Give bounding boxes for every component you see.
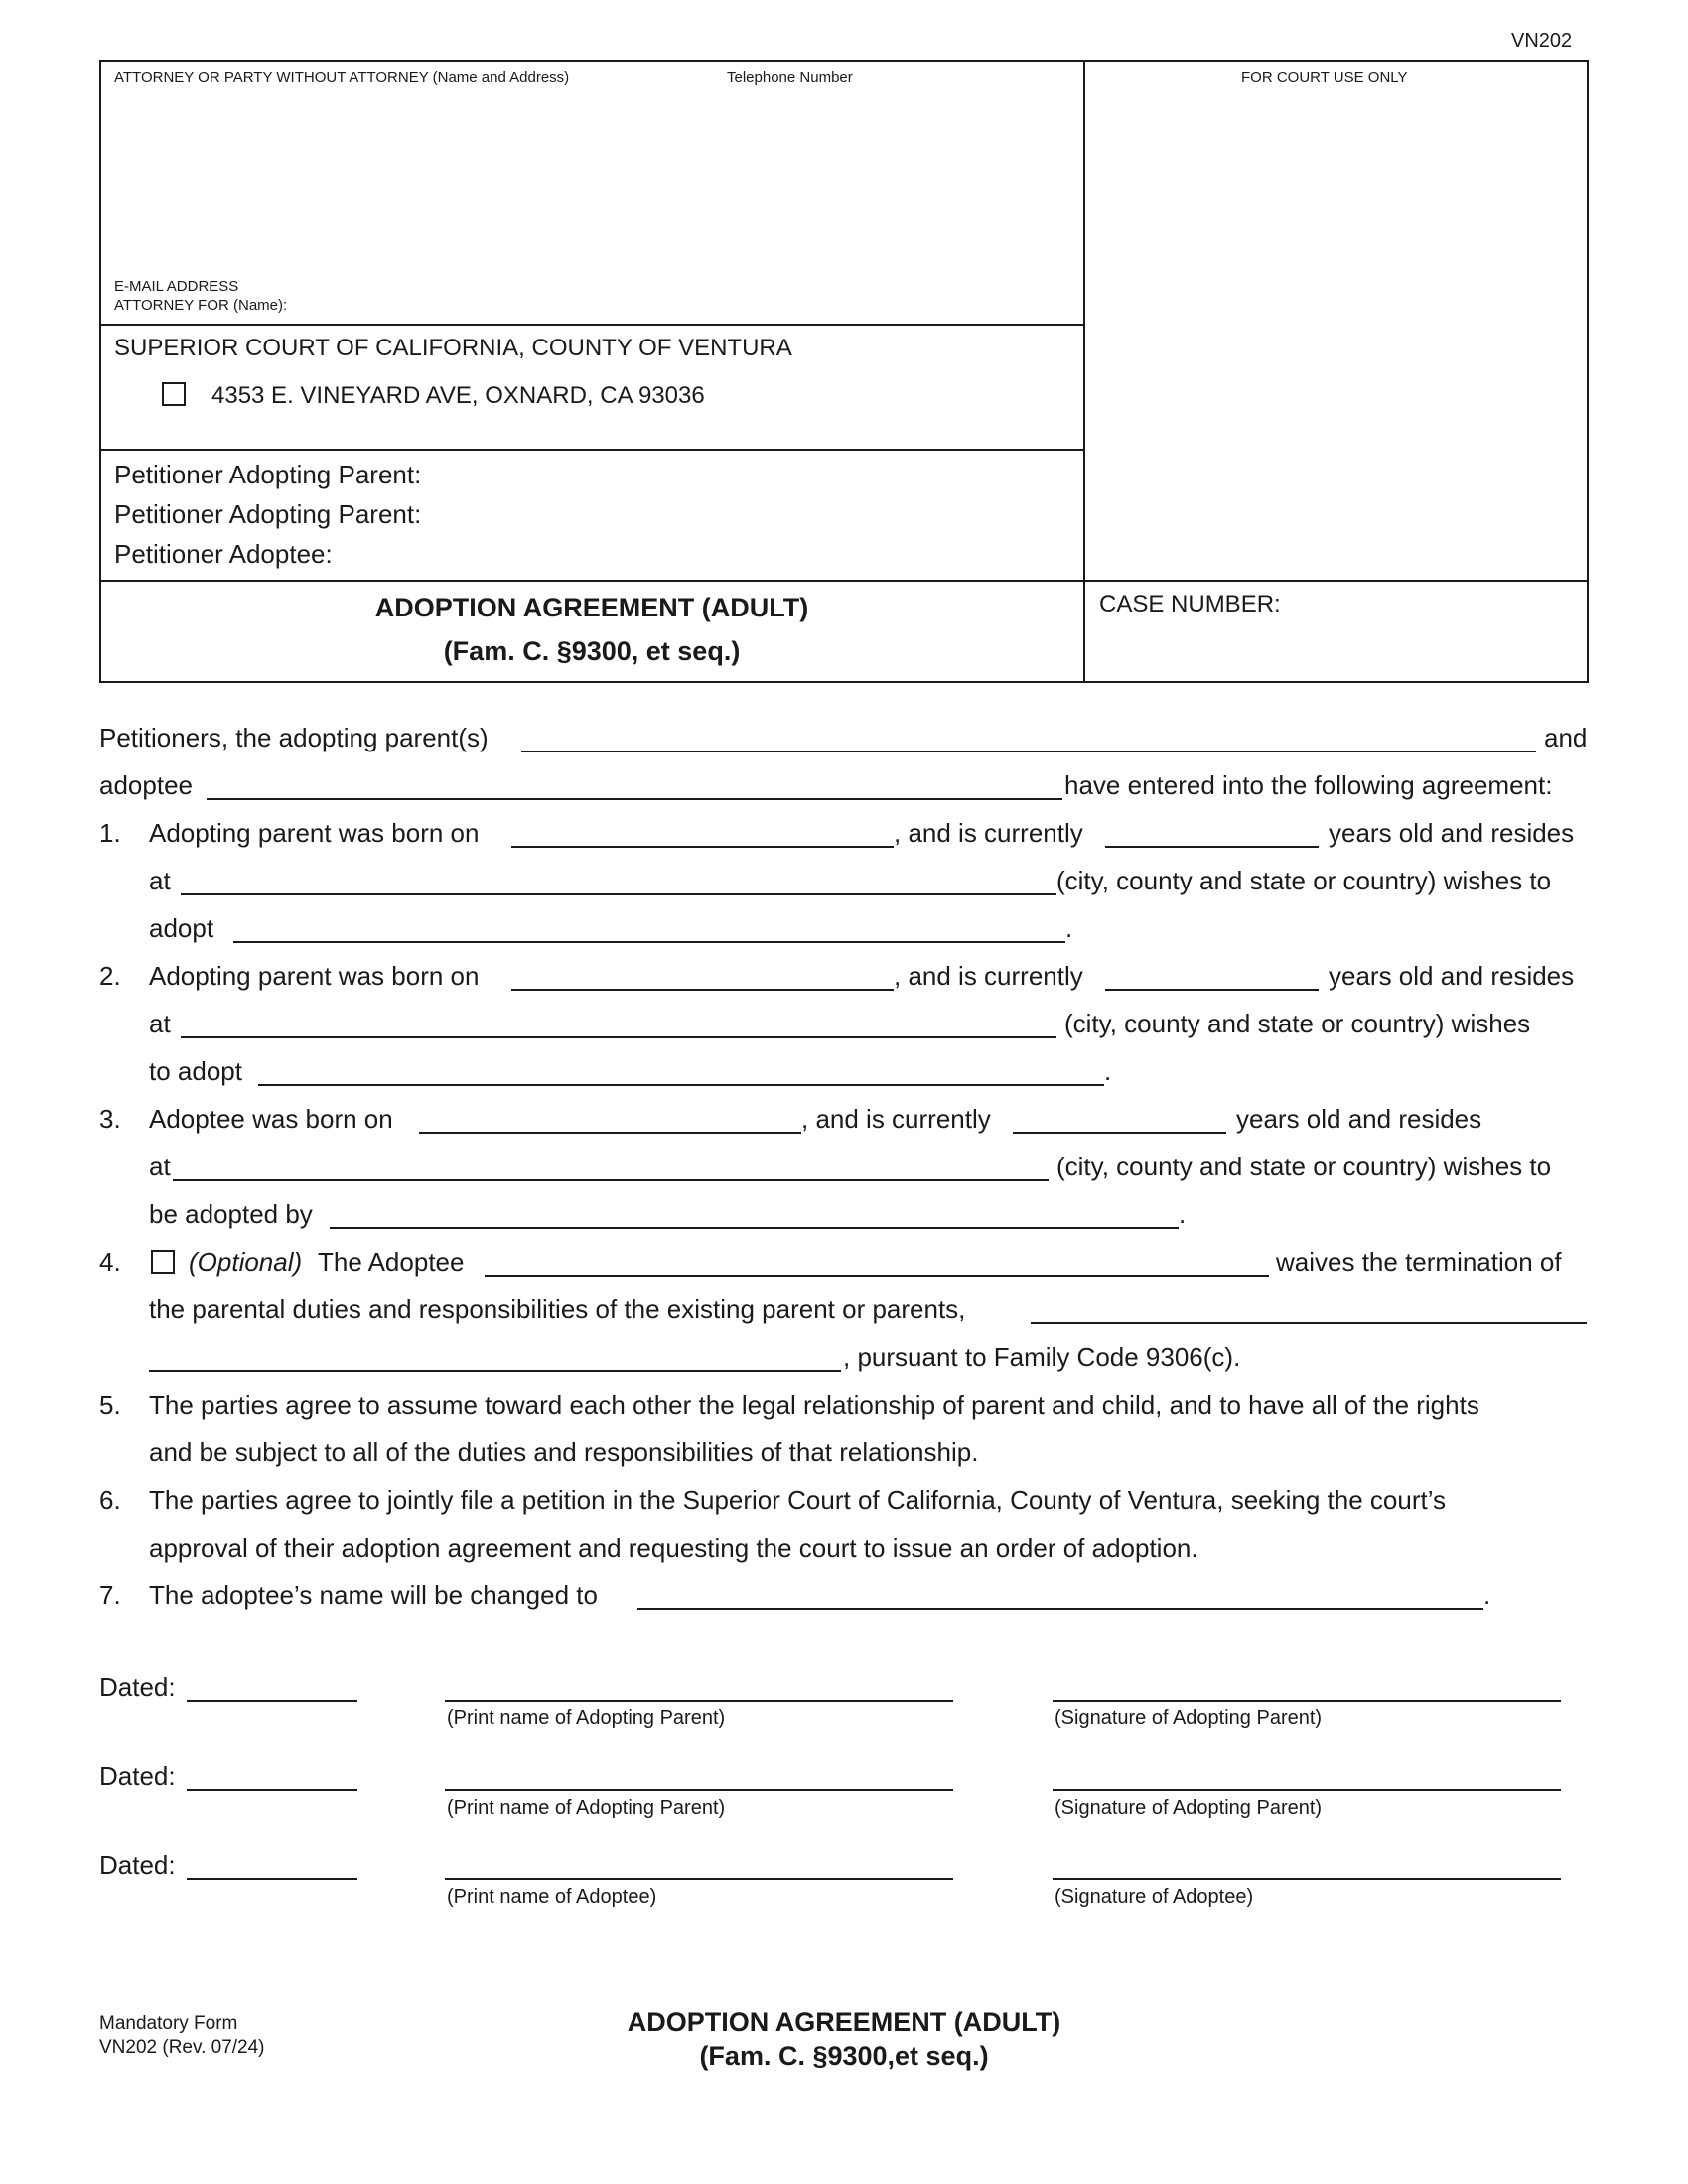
item-1-years-text: years old and resides — [1329, 818, 1575, 848]
petitioners-text: Petitioners, the adopting parent(s) — [99, 723, 489, 752]
item-1-adoptee-field[interactable] — [233, 941, 1065, 943]
form-code: VN202 — [1511, 30, 1573, 52]
email-label: E-MAIL ADDRESS — [114, 278, 239, 295]
signature-caption-2: (Signature of Adopting Parent) — [1055, 1797, 1323, 1819]
attorney-for-label: ATTORNEY FOR (Name): — [114, 297, 288, 314]
item-1-number: 1. — [99, 818, 121, 848]
date-field-3[interactable] — [187, 1878, 357, 1880]
signature-field-3[interactable] — [1053, 1878, 1561, 1880]
item-3-residence-field[interactable] — [173, 1179, 1049, 1181]
item-4-waives-text: waives the termination of — [1276, 1247, 1562, 1277]
item-2-location-text: (city, county and state or country) wishes — [1064, 1009, 1531, 1038]
item-3-number: 3. — [99, 1104, 121, 1134]
form-subtitle: (Fam. C. §9300, et seq.) — [443, 636, 741, 666]
header-box — [99, 60, 1589, 683]
item-3-currently-text: , and is currently — [801, 1104, 991, 1134]
petitioner-adopting-parent-1: Petitioner Adopting Parent: — [114, 460, 422, 489]
footer-mandatory: Mandatory Form — [99, 2013, 238, 2034]
item-2-born-text: Adopting parent was born on — [149, 961, 480, 991]
dated-label-3: Dated: — [99, 1850, 176, 1880]
item-2-currently-text: , and is currently — [894, 961, 1083, 991]
telephone-label: Telephone Number — [727, 69, 853, 86]
item-7-new-name-field[interactable] — [637, 1608, 1483, 1610]
item-3-birthdate-field[interactable] — [419, 1132, 801, 1134]
item-1-at-text: at — [149, 866, 171, 895]
item-7-text: The adoptee’s name will be changed to — [149, 1580, 598, 1610]
case-number-label: CASE NUMBER: — [1099, 591, 1281, 617]
form-title: ADOPTION AGREEMENT (ADULT) — [374, 593, 809, 622]
item-1-currently-text: , and is currently — [894, 818, 1083, 848]
item-6-line-2: approval of their adoption agreement and requesting the court to issue an order of adoption. — [149, 1533, 1198, 1563]
item-3-age-field[interactable] — [1013, 1132, 1226, 1134]
item-1-residence-field[interactable] — [181, 893, 1056, 895]
item-4-duties-text: the parental duties and responsibilities of the existing parent or parents, — [149, 1295, 966, 1324]
attorney-label: ATTORNEY OR PARTY WITHOUT ATTORNEY (Name and Address) — [114, 69, 570, 86]
item-2-age-field[interactable] — [1105, 989, 1319, 991]
court-address-checkbox[interactable] — [162, 382, 186, 406]
item-2-at-text: at — [149, 1009, 171, 1038]
signature-caption-1: (Signature of Adopting Parent) — [1055, 1707, 1323, 1729]
item-6-number: 6. — [99, 1485, 121, 1515]
item-1-adopt-text: adopt — [149, 913, 214, 943]
item-3-adopt-text: be adopted by — [149, 1199, 313, 1229]
item-4-adoptee-text: The Adoptee — [318, 1247, 465, 1277]
item-2-adoptee-field[interactable] — [258, 1084, 1104, 1086]
print-name-field-2[interactable] — [445, 1789, 953, 1791]
footer-revision: VN202 (Rev. 07/24) — [99, 2037, 265, 2058]
item-1-age-field[interactable] — [1105, 846, 1319, 848]
signature-caption-3: (Signature of Adoptee) — [1055, 1886, 1254, 1908]
item-1-birthdate-field[interactable] — [511, 846, 894, 848]
item-4-existing-parents-field-1[interactable] — [1031, 1322, 1587, 1324]
item-2-years-text: years old and resides — [1329, 961, 1575, 991]
court-name: SUPERIOR COURT OF CALIFORNIA, COUNTY OF VENTURA — [114, 335, 792, 361]
footer-subtitle: (Fam. C. §9300,et seq.) — [699, 2041, 989, 2071]
item-4-existing-parents-field-2[interactable] — [149, 1370, 841, 1372]
item-3-at-text: at — [149, 1152, 171, 1181]
petitioner-adoptee: Petitioner Adoptee: — [114, 539, 333, 569]
dated-label-1: Dated: — [99, 1672, 176, 1702]
footer-title: ADOPTION AGREEMENT (ADULT) — [627, 2007, 1061, 2037]
date-field-1[interactable] — [187, 1700, 357, 1702]
petitioner-adopting-parent-2: Petitioner Adopting Parent: — [114, 499, 422, 529]
item-4-pursuant-text: , pursuant to Family Code 9306(c). — [843, 1342, 1241, 1372]
item-2-birthdate-field[interactable] — [511, 989, 894, 991]
item-5-number: 5. — [99, 1390, 121, 1420]
item-2-end: . — [1104, 1056, 1112, 1086]
item-2-adopt-text: to adopt — [149, 1056, 242, 1086]
signature-field-2[interactable] — [1053, 1789, 1561, 1791]
and-text: and — [1544, 723, 1588, 752]
item-5-line-1: The parties agree to assume toward each other the legal relationship of parent and child, and to have all of the rights — [149, 1390, 1479, 1420]
dated-label-2: Dated: — [99, 1761, 176, 1791]
item-2-number: 2. — [99, 961, 121, 991]
print-caption-2: (Print name of Adopting Parent) — [447, 1797, 726, 1819]
item-5-line-2: and be subject to all of the duties and responsibilities of that relationship. — [149, 1437, 979, 1467]
print-name-field-1[interactable] — [445, 1700, 953, 1702]
item-1-location-text: (city, county and state or country) wishes to — [1056, 866, 1552, 895]
agreement-text: have entered into the following agreement: — [1064, 770, 1553, 800]
header-divider-2 — [99, 449, 1084, 451]
adoptee-text: adoptee — [99, 770, 193, 800]
item-1-end: . — [1065, 913, 1073, 943]
court-address: 4353 E. VINEYARD AVE, OXNARD, CA 93036 — [211, 382, 705, 409]
date-field-2[interactable] — [187, 1789, 357, 1791]
court-use-label: FOR COURT USE ONLY — [1241, 69, 1408, 86]
item-2-residence-field[interactable] — [181, 1036, 1056, 1038]
item-4-number: 4. — [99, 1247, 121, 1277]
item-7-end: . — [1483, 1580, 1491, 1610]
item-3-location-text: (city, county and state or country) wishes to — [1056, 1152, 1552, 1181]
print-name-field-3[interactable] — [445, 1878, 953, 1880]
print-caption-1: (Print name of Adopting Parent) — [447, 1707, 726, 1729]
header-vertical-divider — [1083, 60, 1085, 681]
item-3-born-text: Adoptee was born on — [149, 1104, 393, 1134]
item-4-optional-checkbox[interactable] — [151, 1250, 175, 1274]
item-3-years-text: years old and resides — [1236, 1104, 1482, 1134]
item-3-adopting-parents-field[interactable] — [330, 1227, 1179, 1229]
item-4-optional-text: (Optional) — [189, 1247, 303, 1277]
header-divider-3 — [99, 580, 1587, 582]
item-1-born-text: Adopting parent was born on — [149, 818, 480, 848]
adopting-parents-name-field[interactable] — [521, 751, 1536, 752]
item-6-line-1: The parties agree to jointly file a petition in the Superior Court of California, County of Ventura, seeking the court’s — [149, 1485, 1447, 1515]
item-7-number: 7. — [99, 1580, 121, 1610]
adoptee-name-field[interactable] — [207, 798, 1062, 800]
signature-field-1[interactable] — [1053, 1700, 1561, 1702]
item-3-end: . — [1179, 1199, 1187, 1229]
print-caption-3: (Print name of Adoptee) — [447, 1886, 657, 1908]
item-4-adoptee-field[interactable] — [485, 1275, 1269, 1277]
header-divider-1 — [99, 324, 1084, 326]
